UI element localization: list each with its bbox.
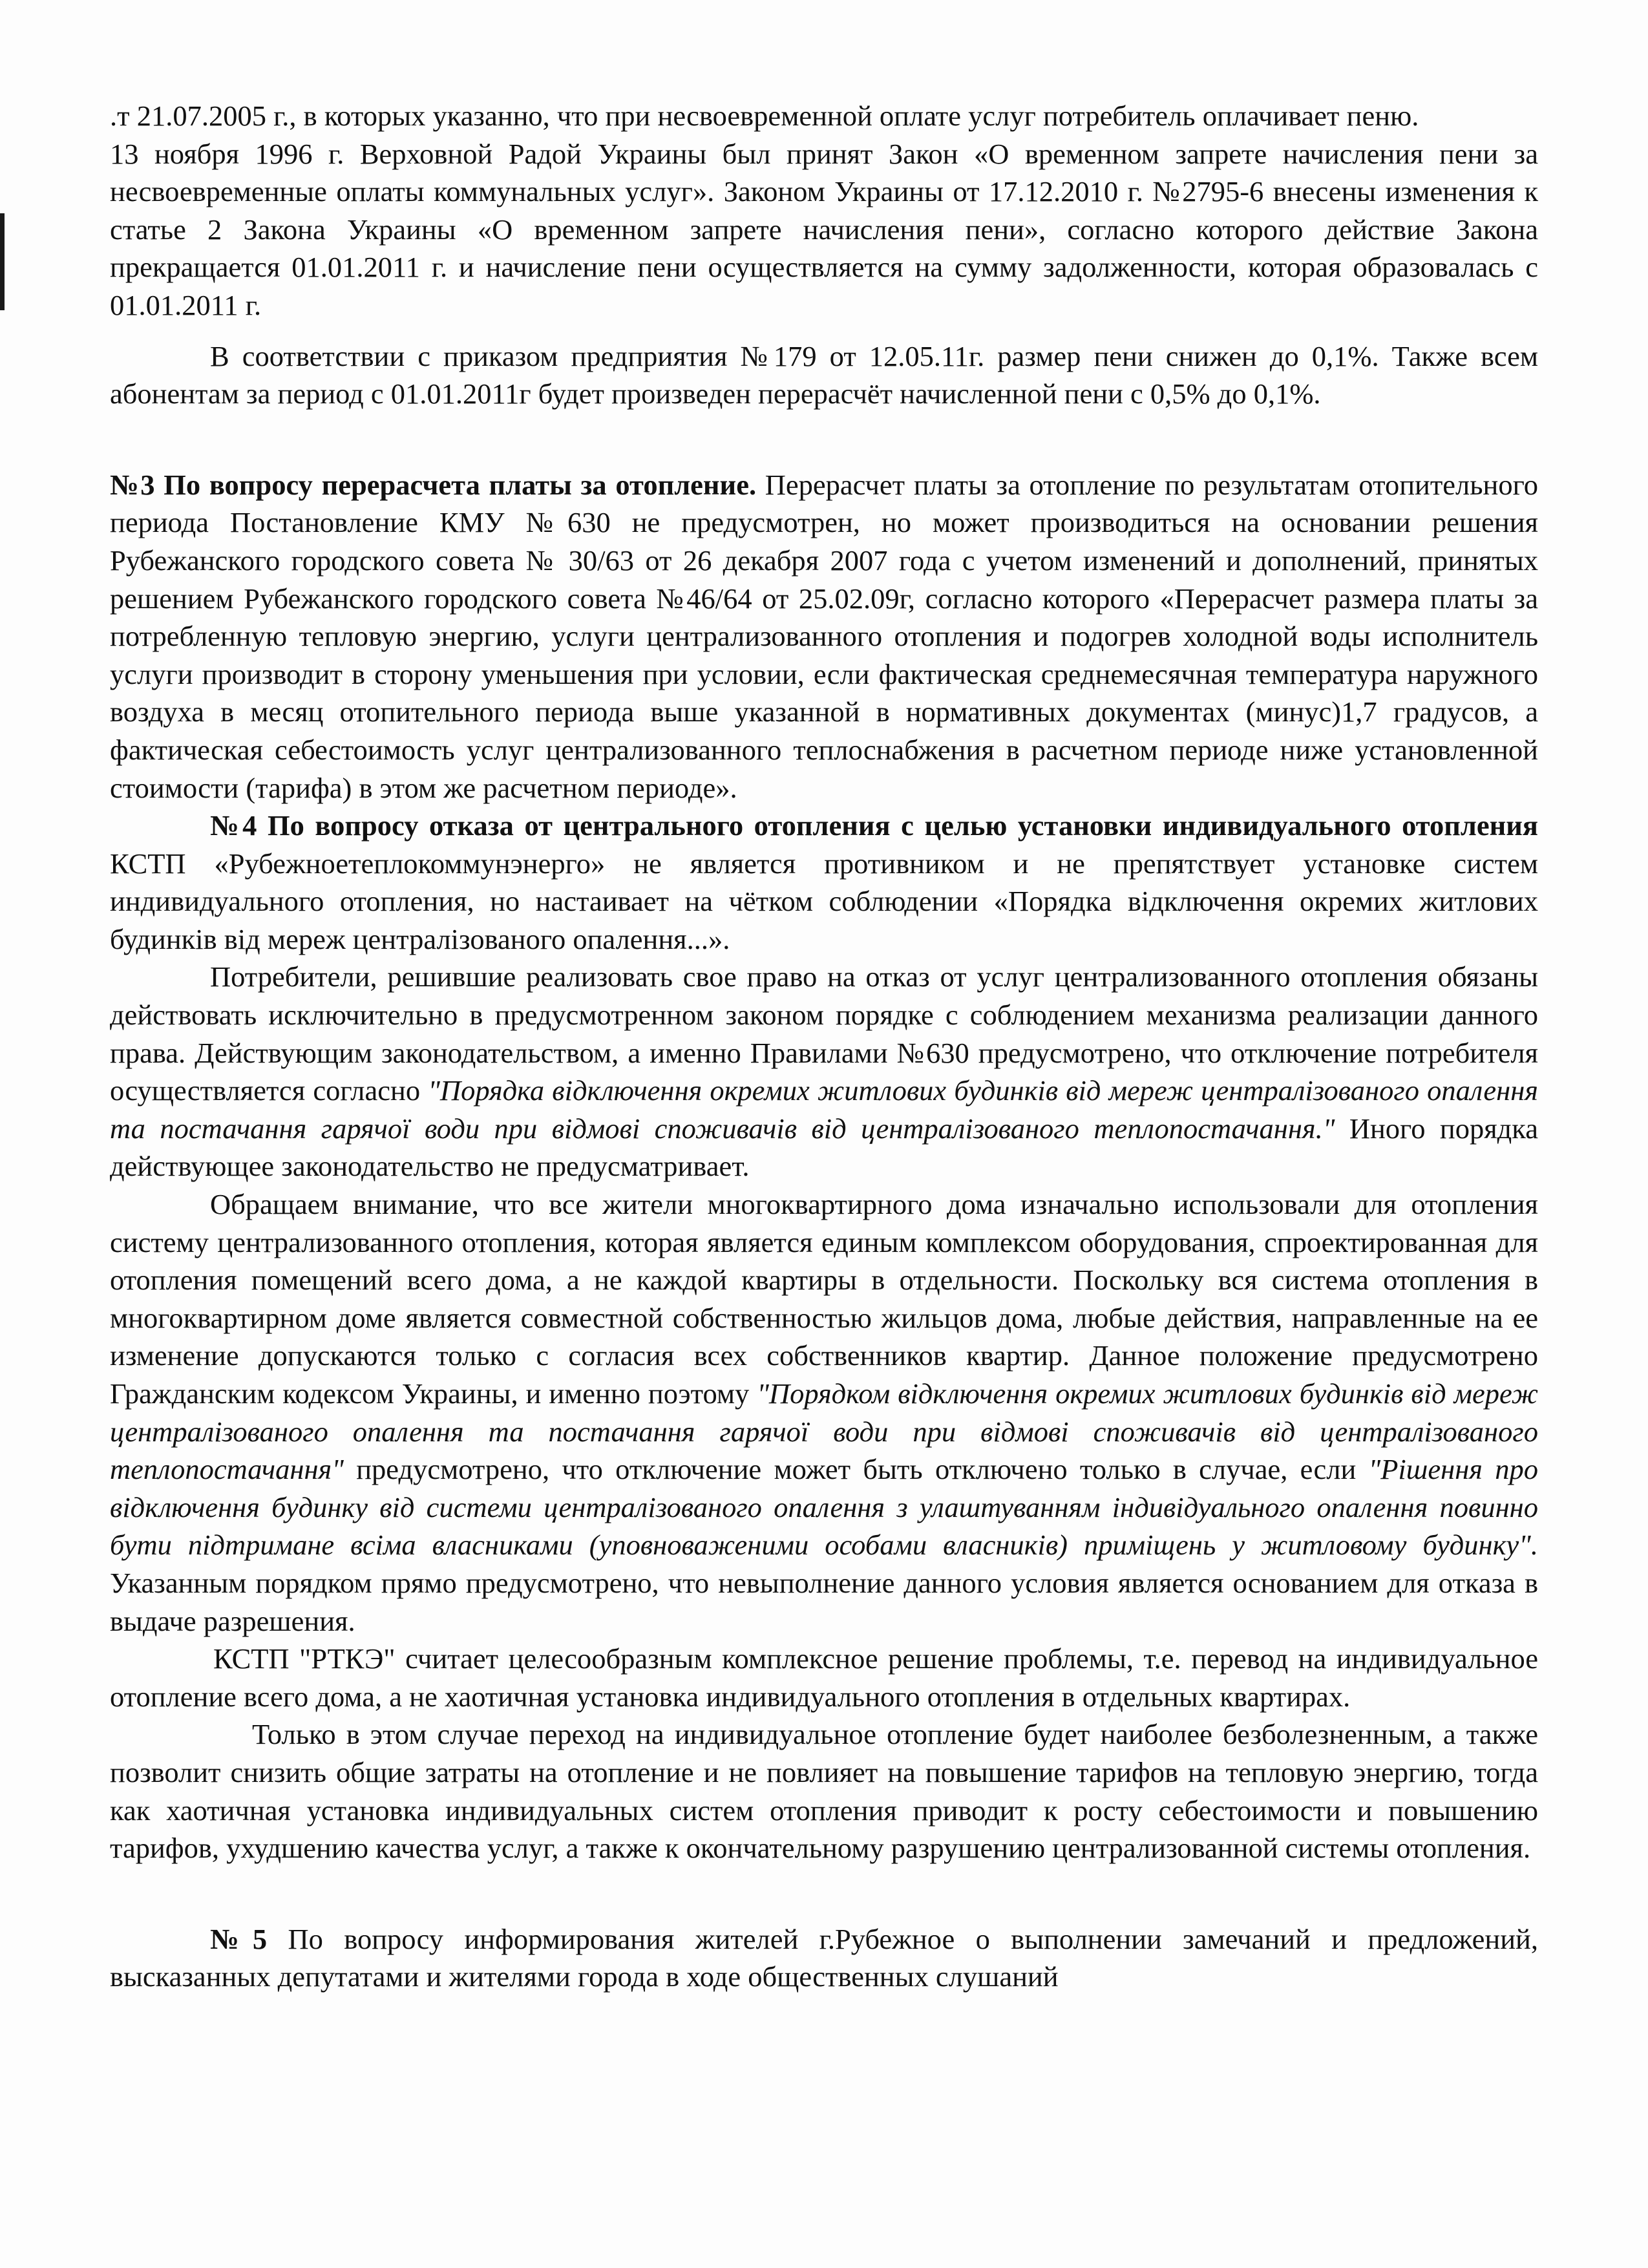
paragraph-law-1996: 13 ноября 1996 г. Верховной Радой Украины был принят Закон «О временном запрете начисления пени за несвоевременные оплаты коммунальных услуг». Законом Украины от 17.12.2010 г. №2795-6 внесены изменения к статье 2 Закона Украины «О временном запрете начисления пени», согласно которого действие Закона прекращается 01.01.2011 г. и начисление пени осуществляется на сумму задолженности, которая образовалась с 01.01.2011 г. <box>110 137 1538 321</box>
section-5 <box>110 1920 1538 1996</box>
paragraph-consumers-quote: "Порядка відключення окремих житлових будинків від мереж централізованого опалення та постачання гарячої води при відмові споживачів від централізованого теплопостачання." <box>110 1074 1538 1145</box>
section-3-heading: №3 По вопросу перерасчета платы за отопление. <box>110 468 757 501</box>
section-4-body: КСТП «Рубежноетеплокоммунэнерго» не является противником и не препятствует установке систем индивидуального отопления, но настаивает на чётком соблюдении «Порядка відключення окремих житлових будинків від мереж централізованого опалення...». <box>110 847 1538 955</box>
section-5-heading: №5 <box>210 1922 268 1955</box>
paragraph-attention-tail: Указанным порядком прямо предусмотрено, что невыполнение данного условия является основанием для отказа в выдаче разрешения. <box>110 1566 1538 1637</box>
paragraph-attention-quote-2: "Рішення про відключення будинку від системи централізованого опалення з улаштуванням індивідуального опалення повинно бути підтримане всіма власниками (уповноваженими особами власників) приміщень у житловому будинку". <box>110 1453 1538 1562</box>
paragraph-attention <box>110 1185 1538 1640</box>
paragraph-order-179: В соответствии с приказом предприятия №179 от 12.05.11г. размер пени снижен до 0,1%. Также всем абонентам за период с 01.01.2011г будет произведен перерасчёт начисленной пени с 0,5% до 0,1%. <box>110 339 1538 410</box>
paragraph-rtke: КСТП "РТКЭ" считает целесообразным комплексное решение проблемы, т.е. перевод на индивидуальное отопление всего дома, а не хаотичная установка индивидуального отопления в отдельных квартирах. <box>110 1642 1538 1713</box>
paragraph-consumers <box>110 958 1538 1185</box>
section-3 <box>110 466 1538 807</box>
paragraph-attention-text: Обращаем внимание, что все жители многоквартирного дома изначально использовали для отопления систему централизованного отопления, которая является единым комплексом оборудования, спроектированная для отопления помещений всего дома, а не каждой квартиры в отдельности. Поскольку вся система отопления в многоквартирном доме является совместной собственностью жильцов дома, любые действия, направленные на ее изменение допускаются только с согласия всех собственников квартир. Данное положение предусмотрено Гражданским кодексом Украины, и именно поэтому <box>110 1188 1538 1410</box>
paragraph-penalty-intro: .т 21.07.2005 г., в которых указанно, что при несвоевременной оплате услуг потребитель оплачивает пеню. <box>110 100 1419 132</box>
section-4-heading: №4 По вопросу отказа от центрального отопления с целью установки индивидуального отопления <box>210 809 1538 842</box>
section-5-body: По вопросу информирования жителей г.Рубежное о выполнении замечаний и предложений, высказанных депутатами и жителями города в ходе общественных слушаний <box>110 1922 1538 1993</box>
section-3-body: Перерасчет платы за отопление по результатам отопительного периода Постановление КМУ №630 не предусмотрен, но может производиться на основании решения Рубежанского городского совета № 30/63 от 26 декабря 2007 года с учетом изменений и дополнений, принятых решением Рубежанского городского совета №46/64 от 25.02.09г, согласно которого «Перерасчет размера платы за потребленную тепловую энергию, услуги централизованного отопления и подогрев холодной воды исполнитель услуги производит в сторону уменьшения при условии, если фактическая среднемесячная температура наружного воздуха в месяц отопительного периода выше указанной в нормативных документах (минус)1,7 градусов, а фактическая себестоимость услуг централизованного теплоснабжения в расчетном периоде ниже установленной стоимости (тарифа) в этом же расчетном периоде». <box>110 468 1538 804</box>
paragraph-consumers-text: Потребители, решившие реализовать свое право на отказ от услуг централизованного отопления обязаны действовать исключительно в предусмотренном законом порядке с соблюдением механизма реализации данного права. Действующим законодательством, а именно Правилами №630 предусмотрено, что отключение потребителя осуществляется согласно <box>110 960 1538 1107</box>
paragraph-attention-mid: предусмотрено, что отключение может быть отключено только в случае, если <box>343 1453 1369 1486</box>
paragraph-only-in-this-case: Только в этом случае переход на индивидуальное отопление будет наиболее безболезненным, а также позволит снизить общие затраты на отопление и не повлияет на повышение тарифов на тепловую энергию, тогда как хаотичная установка индивидуальных систем отопления приводит к росту себестоимости и повышению тарифов, ухудшению качества услуг, а также к окончательному разрушению централизованной системы отопления. <box>110 1718 1538 1865</box>
paragraph-attention-quote-1: "Порядком відключення окремих житлових будинків від мереж централізованого опалення та постачання гарячої води при відмові споживачів від централізованого теплопостачання" <box>110 1377 1538 1486</box>
paragraph-consumers-tail: Иного порядка действующее законодательство не предусматривает. <box>110 1112 1539 1183</box>
document-body <box>110 97 1538 1996</box>
section-4 <box>110 807 1538 958</box>
scan-edge-mark <box>0 213 5 310</box>
